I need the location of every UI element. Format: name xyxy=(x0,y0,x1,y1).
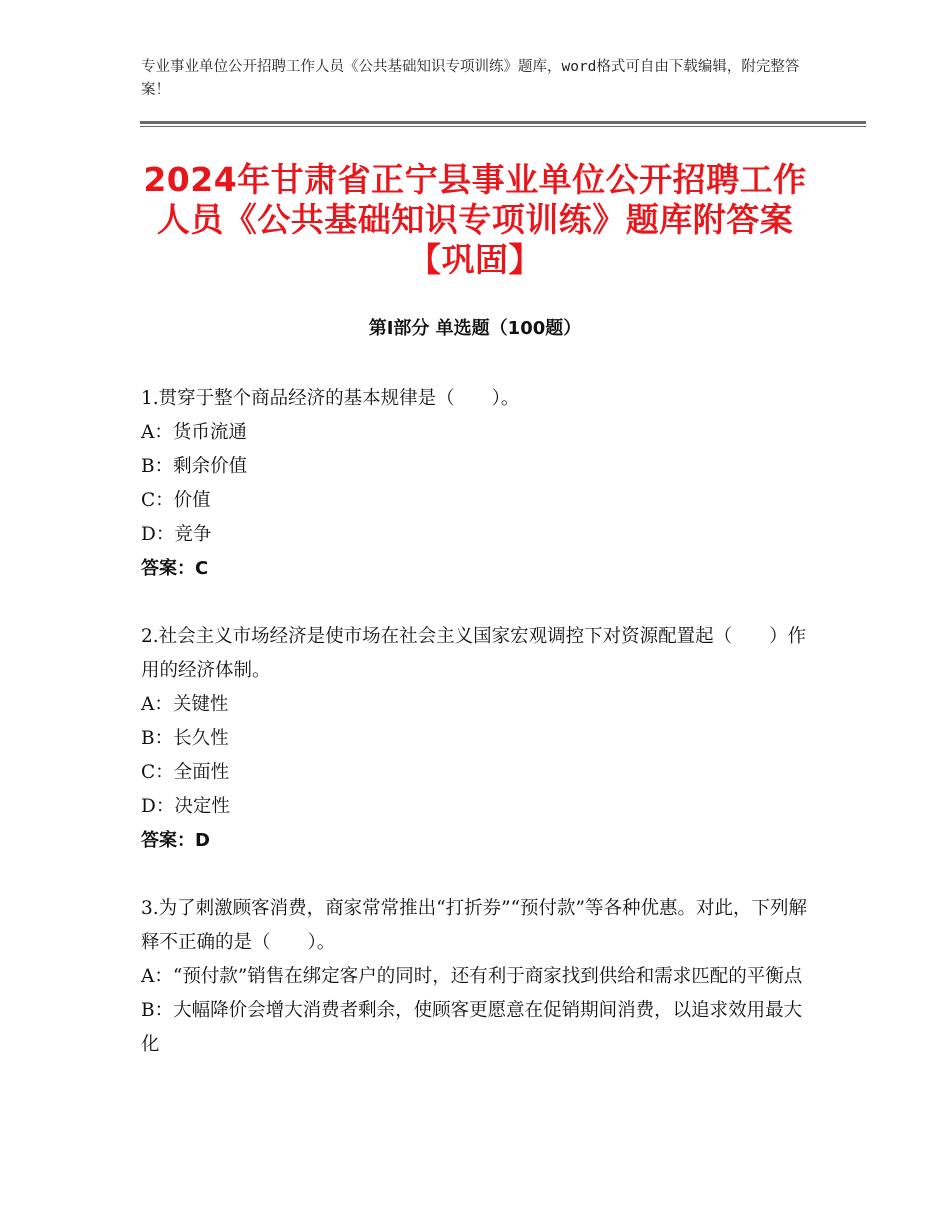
question-stem: 3.为了刺激顾客消费，商家常常推出“打折券”“预付款”等各种优惠。对此，下列解释不正确的是（ ）。 xyxy=(141,898,807,953)
option-c: C：价值 xyxy=(141,490,211,511)
option-a: A：货币流通 xyxy=(141,422,247,443)
question-stem: 2.社会主义市场经济是使市场在社会主义国家宏观调控下对资源配置起（ ）作用的经济体制。 xyxy=(141,626,807,681)
option-a: A：“预付款”销售在绑定客户的同时，还有利于商家找到供给和需求匹配的平衡点 xyxy=(141,966,803,987)
question-2 xyxy=(141,620,811,858)
question-1 xyxy=(141,382,811,586)
option-b: B：长久性 xyxy=(141,728,229,749)
option-d: D：竞争 xyxy=(141,524,212,545)
question-3 xyxy=(141,892,811,1062)
option-a: A：关键性 xyxy=(141,694,229,715)
header-rule-thin xyxy=(140,126,866,127)
option-c: C：全面性 xyxy=(141,762,230,783)
option-d: D：决定性 xyxy=(141,796,230,817)
option-b: B：大幅降价会增大消费者剩余，使顾客更愿意在促销期间消费，以追求效用最大化 xyxy=(141,1000,803,1055)
question-stem: 1.贯穿于整个商品经济的基本规律是（ ）。 xyxy=(141,388,520,409)
option-b: B：剩余价值 xyxy=(141,456,248,477)
answer-label: 答案：C xyxy=(141,558,209,579)
answer-label: 答案：D xyxy=(141,830,210,851)
section-title: 第Ⅰ部分 单选题（100题） xyxy=(368,318,582,339)
question-list xyxy=(141,382,811,1096)
header-rule-thick xyxy=(140,121,866,124)
document-title: 2024年甘肃省正宁县事业单位公开招聘工作人员《公共基础知识专项训练》题库附答案【巩固】 xyxy=(143,160,807,279)
header-note: 专业事业单位公开招聘工作人员《公共基础知识专项训练》题库，word格式可自由下载编辑，附完整答案！ xyxy=(141,59,800,98)
